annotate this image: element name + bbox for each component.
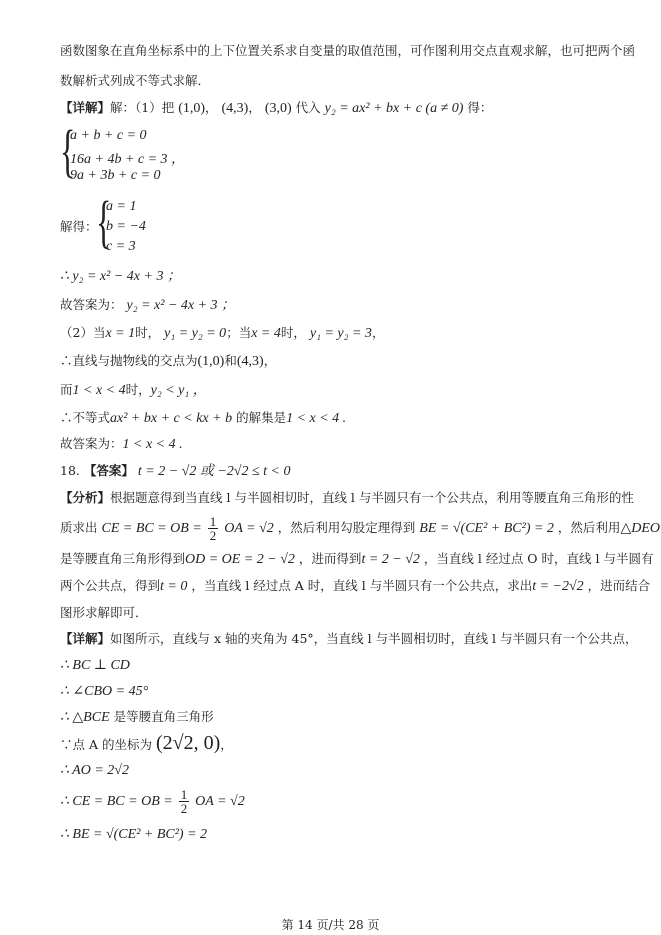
detail-text: 解：（1）把	[110, 100, 175, 115]
answer-label: 故答案为：	[60, 297, 123, 312]
fraction	[179, 788, 190, 815]
text: 两个公共点，得到	[60, 578, 161, 593]
text: ，然后利用勾股定理得到	[277, 520, 416, 535]
text: ，进而得到	[298, 551, 362, 566]
solve-label: 解得：	[60, 219, 98, 234]
math: y₁ = y₂ = 3	[309, 326, 372, 341]
answer-label: 故答案为：	[60, 436, 123, 451]
math: 1 < x < 4	[72, 383, 126, 398]
inequality-line	[60, 409, 346, 428]
text: 质求出	[60, 520, 98, 535]
point-a: (2√2, 0)	[155, 732, 221, 754]
intersection-line: ∴直线与抛物线的交点为(1,0)和(4,3)，	[60, 353, 277, 369]
answer-2: 1 < x < 4 .	[122, 437, 183, 452]
text: ，	[371, 325, 385, 340]
equation: 9a + 3b + c = 0	[70, 168, 161, 183]
part-2-line	[60, 324, 384, 343]
text-line-1: 函数图象在直角坐标系中的上下位置关系求自变量的取值范围，可作图利用交点直观求解，也可把两个函	[60, 43, 636, 58]
y2-definition: y₂ = ax² + bx + c (a ≠ 0)	[324, 101, 464, 116]
text: ，当直线 l 经过点 O 时，直线 l 与半圆有	[423, 551, 654, 566]
text: ∴不等式	[60, 410, 111, 425]
numerator: 1	[209, 514, 217, 529]
question-18-line	[60, 462, 290, 481]
math: OA = √2	[224, 521, 274, 536]
point-1: (1,0)	[178, 101, 206, 116]
brace: {	[60, 118, 76, 183]
answer-18: t = 2 − √2 或 −2√2 ≤ t < 0	[137, 464, 291, 479]
math: △DEO	[620, 521, 660, 536]
step-3	[60, 708, 214, 727]
text: ，当直线 l 经过点 A 时，直线 l 与半圆只有一个公共点，求出	[191, 578, 533, 593]
analysis-line-1	[60, 489, 634, 507]
equation: 16a + 4b + c = 3 ，	[70, 152, 186, 167]
text: 时，	[135, 325, 161, 340]
analysis-line-5: 图形求解即可．	[60, 605, 148, 620]
analysis-tag: 【分析】	[60, 490, 111, 505]
text: ，然后利用	[557, 520, 621, 535]
answer-tag: 【答案】	[83, 463, 134, 478]
point-2: (4,3)	[221, 101, 249, 116]
answer-1-line	[60, 296, 235, 315]
text: ，	[220, 737, 233, 752]
math: ∴ △BCE	[60, 710, 110, 725]
math: x = 4	[251, 326, 281, 341]
text: ；当	[226, 325, 252, 340]
y2-expression: ∴ y₂ = x² − 4x + 3 ；	[60, 269, 181, 284]
text: 的解集是	[236, 410, 287, 425]
detail-tag: 【详解】	[60, 100, 111, 115]
detail-text-2: 代入	[295, 100, 321, 115]
text: （2）当	[60, 325, 106, 340]
range-line	[60, 381, 207, 400]
equation-system-1	[60, 118, 260, 188]
math: y₁ = y₂ = 0	[164, 326, 227, 341]
step-2: ∴ ∠CBO = 45°	[60, 684, 149, 699]
brace: {	[96, 189, 112, 254]
detail-tag: 【详解】	[60, 631, 111, 646]
math: x = 1	[105, 326, 136, 341]
text: ∵点 A 的坐标为	[60, 737, 152, 752]
text: 如图所示，直线与 x 轴的夹角为 45°，当直线 l 与半圆相切时，直线 l 与半圆只有一个公共点，	[110, 631, 638, 646]
fraction	[208, 515, 219, 542]
step-5: ∴ AO = 2√2	[60, 763, 129, 778]
text: 根据题意得到当直线 l 与半圆相切时，直线 l 与半圆只有一个公共点，利用等腰直角三角形的性	[110, 490, 634, 505]
text: 是等腰直角三角形	[109, 709, 214, 724]
text: 和	[224, 353, 237, 368]
math: t = 0	[160, 579, 188, 594]
step-7: ∴ BE = √(CE² + BC²) = 2	[60, 827, 208, 842]
math: OA = √2	[195, 794, 245, 809]
text: 时，	[125, 382, 151, 397]
equation: a + b + c = 0	[70, 128, 147, 143]
math: 1 < x < 4 .	[286, 411, 347, 426]
text-line-2: 数解析式列成不等式求解．	[60, 73, 211, 88]
equation-system-2	[96, 189, 216, 259]
text: ∴直线与抛物线的交点为	[60, 353, 198, 368]
math: OD = OE = 2 − √2	[185, 552, 295, 567]
point-3: (3,0)	[264, 101, 292, 116]
point: (1,0)	[197, 354, 225, 369]
math: t = −2√2	[532, 579, 584, 594]
answer-1: y₂ = x² − 4x + 3 ；	[126, 298, 236, 313]
equation: a = 1	[106, 199, 137, 214]
detail-1-line: 【详解】解：（1）把 (1,0)， (4,3)， (3,0) 代入 y₂ = ax² + bx + c (a ≠ 0) 得：	[60, 100, 493, 116]
math: y₂ < y₁ ，	[150, 383, 207, 398]
point: (4,3)	[236, 354, 264, 369]
math: CE = BC = OB =	[101, 521, 202, 536]
text: 是等腰直角三角形得到	[60, 551, 186, 566]
analysis-line-2	[60, 515, 660, 542]
detail-text-3: 得：	[467, 100, 493, 115]
numerator: 1	[180, 787, 188, 802]
analysis-line-4	[60, 577, 650, 596]
answer-2-line	[60, 435, 183, 454]
step-1: ∴ BC ⊥ CD	[60, 658, 130, 673]
math: ∴ CE = BC = OB =	[60, 794, 173, 809]
step-6	[60, 788, 245, 815]
equation: c = 3	[106, 239, 136, 254]
math: ax² + bx + c < kx + b	[110, 411, 233, 426]
text: 而	[60, 382, 73, 397]
step-4	[60, 734, 233, 754]
math: t = 2 − √2	[361, 552, 420, 567]
page-footer: 第 14 页/共 28 页	[281, 918, 380, 932]
text: ，进而结合	[587, 578, 651, 593]
text: 时，	[280, 325, 306, 340]
question-number: 18.	[60, 463, 84, 478]
denominator: 2	[209, 528, 217, 543]
equation: b = −4	[106, 219, 146, 234]
analysis-line-3	[60, 550, 653, 569]
detail-2-line	[60, 630, 638, 648]
math: BE = √(CE² + BC²) = 2	[419, 521, 554, 536]
denominator: 2	[180, 801, 188, 816]
